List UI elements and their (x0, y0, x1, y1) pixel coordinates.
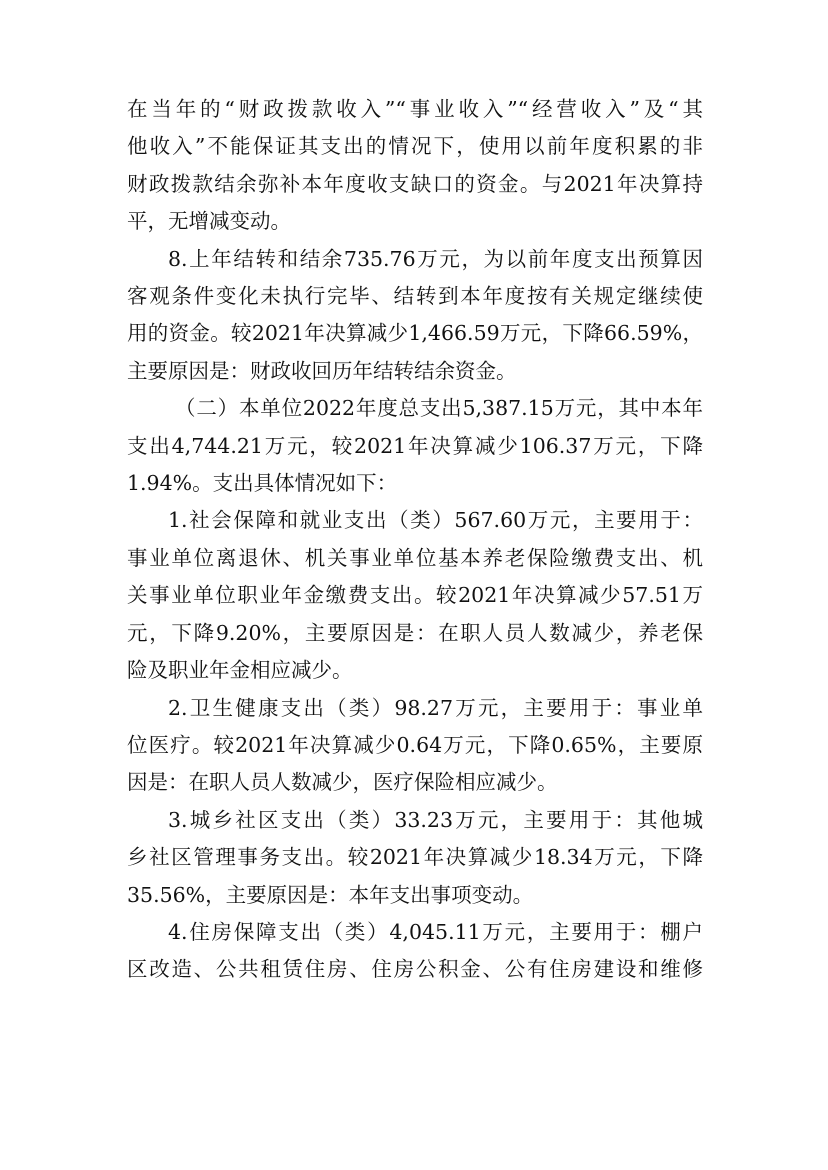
text-line: 1.94%。支出具体情况如下： (127, 471, 398, 496)
text-line: 在当年的“财政拨款收入”“事业收入”“经营收入”及“其 (127, 97, 703, 121)
text-line: 客观条件变化未执行完毕、结转到本年度按有关规定继续使 (127, 284, 703, 309)
text-line: 3.城乡社区支出（类）33.23万元，主要用于：其他城 (168, 807, 703, 832)
paragraph-housing (127, 914, 703, 989)
text-line: 险及职业年金相应减少。 (127, 658, 353, 683)
paragraph-carryover (127, 241, 703, 391)
text-line: 1.社会保障和就业支出（类）567.60万元，主要用于： (168, 508, 703, 533)
paragraph-social-security (127, 502, 703, 689)
text-line: 4.住房保障支出（类）4,045.11万元，主要用于：棚户 (168, 919, 703, 944)
text-line: 支出4,744.21万元，较2021年决算减少106.37万元，下降 (127, 433, 703, 458)
text-line: 区改造、公共租赁住房、住房公积金、公有住房建设和维修 (127, 957, 703, 982)
text-line: 2.卫生健康支出（类）98.27万元，主要用于：事业单 (168, 695, 703, 720)
paragraph-income-continuation (127, 91, 703, 241)
text-line: 主要原因是：财政收回历年结转结余资金。 (127, 358, 517, 383)
paragraph-total-expenditure (127, 390, 703, 502)
text-line: 他收入”不能保证其支出的情况下，使用以前年度积累的非 (127, 134, 703, 159)
text-line: 事业单位离退休、机关事业单位基本养老保险缴费支出、机 (127, 545, 703, 570)
text-line: 位医疗。较2021年决算减少0.64万元，下降0.65%，主要原 (127, 732, 703, 757)
text-line: 用的资金。较2021年决算减少1,466.59万元，下降66.59%， (127, 321, 703, 346)
document-body (127, 91, 703, 989)
text-line: 8.上年结转和结余735.76万元，为以前年度支出预算因 (168, 246, 703, 271)
text-line: 因是：在职人员人数减少，医疗保险相应减少。 (127, 770, 558, 795)
text-line: （二）本单位2022年度总支出5,387.15万元，其中本年 (175, 396, 703, 421)
text-line: 乡社区管理事务支出。较2021年决算减少18.34万元，下降 (127, 845, 703, 870)
text-line: 财政拨款结余弥补本年度收支缺口的资金。与2021年决算持 (127, 171, 703, 196)
text-line: 平，无增减变动。 (127, 209, 291, 234)
text-line: 元，下降9.20%，主要原因是：在职人员人数减少，养老保 (127, 620, 703, 645)
paragraph-health (127, 690, 703, 802)
text-line: 关事业单位职业年金缴费支出。较2021年决算减少57.51万 (127, 583, 703, 608)
paragraph-urban-rural (127, 802, 703, 914)
text-line: 35.56%，主要原因是：本年支出事项变动。 (127, 882, 534, 907)
